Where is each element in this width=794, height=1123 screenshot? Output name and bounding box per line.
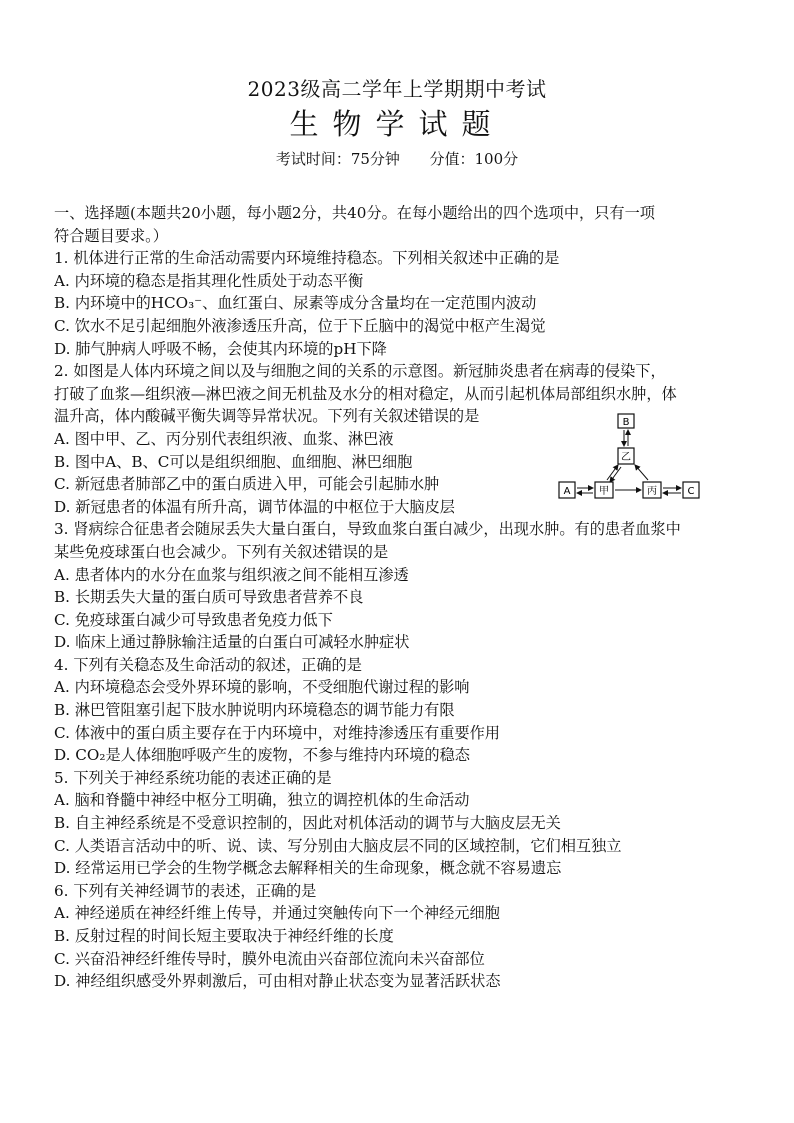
node-c-label: C bbox=[687, 486, 695, 497]
exam-time: 考试时间：75分钟 bbox=[275, 150, 400, 168]
question-stem-cont: 打破了血浆—组织液—淋巴液之间无机盐及水分的相对稳定，从而引起机体局部组织水肿，体 bbox=[54, 384, 677, 403]
option-d: D. 肺气肿病人呼吸不畅，会使其内环境的pH下降 bbox=[54, 339, 387, 358]
option-b: B. 图中A、B、C可以是组织细胞、血细胞、淋巴细胞 bbox=[54, 452, 413, 471]
option-b: B. 反射过程的时间长短主要取决于神经纤维的长度 bbox=[54, 927, 394, 945]
body-fluid-diagram bbox=[555, 408, 705, 508]
question-stem-cont: 某些免疫球蛋白也会减少。下列有关叙述错误的是 bbox=[54, 542, 389, 561]
question-4 bbox=[54, 654, 744, 767]
question-list bbox=[54, 202, 744, 993]
arrow-bing-to-yi bbox=[635, 465, 648, 480]
option-c: C. 饮水不足引起细胞外液渗透压升高，位于下丘脑中的渴觉中枢产生渴觉 bbox=[54, 316, 546, 335]
option-c: C. 兴奋沿神经纤维传导时，膜外电流由兴奋部位流向未兴奋部位 bbox=[54, 949, 485, 968]
option-a: A. 图中甲、乙、丙分别代表组织液、血浆、淋巴液 bbox=[54, 429, 394, 448]
question-stem: 5. 下列关于神经系统功能的表述正确的是 bbox=[54, 768, 332, 787]
question-stem-cont: 温升高，体内酸碱平衡失调等异常状况。下列有关叙述错误的是 bbox=[54, 407, 480, 426]
question-5 bbox=[54, 767, 744, 880]
node-jia-label: 甲 bbox=[599, 486, 609, 497]
option-d: D. 神经组织感受外界刺激后，可由相对静止状态变为显著活跃状态 bbox=[54, 972, 501, 991]
node-bing-label: 丙 bbox=[647, 486, 657, 497]
subject-title: 生物学试题 bbox=[289, 107, 505, 141]
option-d: D. 临床上通过静脉输注适量的白蛋白可减轻水肿症状 bbox=[54, 633, 410, 652]
question-1 bbox=[54, 247, 744, 360]
option-a: A. 神经递质在神经纤维上传导，并通过突触传向下一个神经元细胞 bbox=[54, 904, 500, 923]
question-stem: 1. 机体进行正常的生命活动需要内环境维持稳态。下列相关叙述中正确的是 bbox=[54, 249, 560, 268]
question-stem: 3. 肾病综合征患者会随尿丢失大量白蛋白，导致血浆白蛋白减少，出现水肿。有的患者血浆中 bbox=[54, 520, 681, 539]
option-a: A. 患者体内的水分在血浆与组织液之间不能相互渗透 bbox=[54, 565, 409, 584]
option-c: C. 体液中的蛋白质主要存在于内环境中，对维持渗透压有重要作用 bbox=[54, 723, 500, 742]
question-stem: 2. 如图是人体内环境之间以及与细胞之间的关系的示意图。新冠肺炎患者在病毒的侵染下， bbox=[54, 362, 666, 381]
option-a: A. 脑和脊髓中神经中枢分工明确，独立的调控机体的生命活动 bbox=[54, 791, 470, 810]
section-intro: 一、选择题(本题共20小题，每小题2分，共40分。在每小题给出的四个选项中，只有一项 bbox=[54, 204, 655, 222]
option-c: C. 新冠患者肺部乙中的蛋白质进入甲，可能会引起肺水肿 bbox=[54, 475, 440, 494]
question-stem: 4. 下列有关稳态及生命活动的叙述，正确的是 bbox=[54, 655, 362, 674]
node-b-label: B bbox=[622, 417, 630, 428]
option-d: D. 经常运用已学会的生物学概念去解释相关的生命现象，概念就不容易遗忘 bbox=[54, 859, 562, 878]
option-a: A. 内环境稳态会受外界环境的影响，不受细胞代谢过程的影响 bbox=[54, 678, 470, 697]
exam-meta bbox=[0, 148, 794, 169]
option-d: D. CO₂是人体细胞呼吸产生的废物，不参与维持内环境的稳态 bbox=[54, 746, 470, 765]
option-c: C. 免疫球蛋白减少可导致患者免疫力低下 bbox=[54, 610, 333, 629]
question-3 bbox=[54, 518, 744, 654]
question-6 bbox=[54, 880, 744, 993]
section-intro-cont: 符合题目要求。） bbox=[54, 226, 168, 245]
option-c: C. 人类语言活动中的听、说、读、写分别由大脑皮层不同的区域控制，它们相互独立 bbox=[54, 836, 622, 855]
option-d: D. 新冠患者的体温有所升高，调节体温的中枢位于大脑皮层 bbox=[54, 497, 455, 516]
exam-score: 分值：100分 bbox=[429, 150, 519, 168]
option-b: B. 内环境中的HCO₃⁻、血红蛋白、尿素等成分含量均在一定范围内波动 bbox=[54, 294, 537, 313]
node-yi-label: 乙 bbox=[621, 452, 631, 463]
node-a-label: A bbox=[563, 486, 571, 497]
option-a: A. 内环境的稳态是指其理化性质处于动态平衡 bbox=[54, 271, 364, 290]
question-stem: 6. 下列有关神经调节的表述，正确的是 bbox=[54, 881, 317, 900]
option-b: B. 自主神经系统是不受意识控制的，因此对机体活动的调节与大脑皮层无关 bbox=[54, 814, 561, 833]
option-b: B. 淋巴管阻塞引起下肢水肿说明内环境稳态的调节能力有限 bbox=[54, 701, 455, 720]
option-b: B. 长期丢失大量的蛋白质可导致患者营养不良 bbox=[54, 588, 364, 607]
exam-title: 2023级高二学年上学期期中考试 bbox=[247, 77, 547, 101]
